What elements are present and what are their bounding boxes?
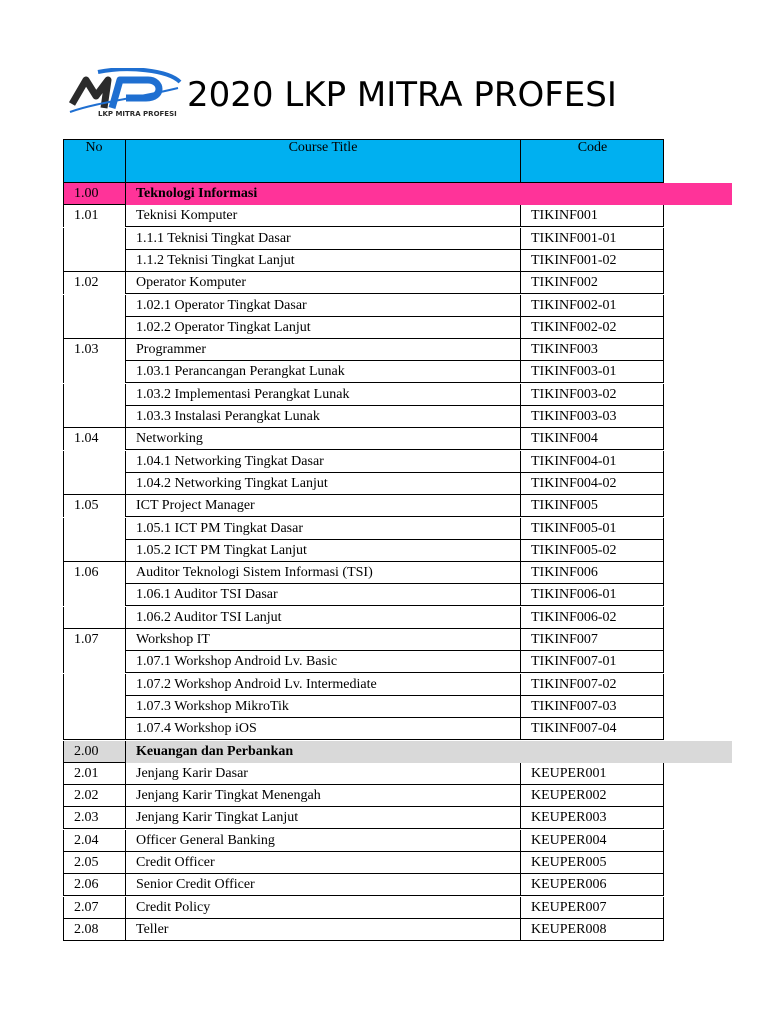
row-number — [63, 696, 126, 718]
course-title-cell: 1.05.1 ICT PM Tingkat Dasar — [126, 518, 521, 540]
course-code-cell: TIKINF002-02 — [521, 317, 664, 339]
row-number: 1.06 — [63, 562, 126, 584]
table-row — [63, 562, 664, 584]
table-row — [63, 651, 664, 673]
course-code-cell: TIKINF001-02 — [521, 250, 664, 272]
table-row — [63, 607, 664, 629]
course-code-cell: TIKINF006 — [521, 562, 664, 584]
table-row — [63, 584, 664, 606]
course-table — [63, 139, 664, 183]
table-row — [63, 629, 664, 651]
row-number — [63, 518, 126, 540]
course-title-cell: 1.03.3 Instalasi Perangkat Lunak — [126, 406, 521, 428]
course-code-cell: TIKINF002 — [521, 272, 664, 294]
course-code-cell: TIKINF003 — [521, 339, 664, 361]
course-code-cell: TIKINF004-02 — [521, 473, 664, 495]
row-number — [63, 317, 126, 339]
row-number — [63, 718, 126, 740]
table-row — [63, 317, 664, 339]
course-title-cell: Jenjang Karir Tingkat Lanjut — [126, 807, 521, 829]
course-code-cell: TIKINF002-01 — [521, 295, 664, 317]
table-row — [63, 785, 664, 807]
row-number — [63, 384, 126, 406]
table-row — [63, 473, 664, 495]
row-number: 2.06 — [63, 874, 126, 896]
row-number — [63, 584, 126, 606]
row-number: 1.01 — [63, 205, 126, 227]
table-row — [63, 205, 664, 227]
section-number: 2.00 — [63, 741, 126, 763]
section-row — [63, 741, 732, 763]
course-code-cell: TIKINF005 — [521, 495, 664, 517]
course-code-cell: TIKINF003-03 — [521, 406, 664, 428]
course-code-cell: TIKINF004 — [521, 428, 664, 450]
table-row — [63, 696, 664, 718]
row-number — [63, 540, 126, 562]
section-title: Teknologi Informasi — [136, 186, 258, 201]
table-row — [63, 807, 664, 829]
row-number — [63, 295, 126, 317]
row-number — [63, 651, 126, 673]
table-row — [63, 763, 664, 785]
course-code-cell: TIKINF001-01 — [521, 228, 664, 250]
course-title-cell: 1.1.2 Teknisi Tingkat Lanjut — [126, 250, 521, 272]
course-code-cell: TIKINF006-01 — [521, 584, 664, 606]
course-title-cell: 1.07.4 Workshop iOS — [126, 718, 521, 740]
row-number — [63, 451, 126, 473]
table-row — [63, 272, 664, 294]
course-code-cell: TIKINF007-04 — [521, 718, 664, 740]
course-code-cell: KEUPER006 — [521, 874, 664, 896]
table-row — [63, 295, 664, 317]
course-title-cell: ICT Project Manager — [126, 495, 521, 517]
row-number: 1.02 — [63, 272, 126, 294]
logo-caption: LKP MITRA PROFESI — [98, 110, 177, 118]
table-row — [63, 897, 664, 919]
company-logo — [68, 68, 186, 130]
course-title-cell: 1.04.1 Networking Tingkat Dasar — [126, 451, 521, 473]
course-title-cell: 1.03.2 Implementasi Perangkat Lunak — [126, 384, 521, 406]
course-code-cell: TIKINF004-01 — [521, 451, 664, 473]
course-title-cell: Programmer — [126, 339, 521, 361]
row-number: 1.05 — [63, 495, 126, 517]
document-title: 2020 LKP MITRA PROFESI — [187, 75, 617, 115]
course-title-cell: 1.07.3 Workshop MikroTik — [126, 696, 521, 718]
row-number: 2.07 — [63, 897, 126, 919]
table-header — [63, 139, 664, 183]
course-code-cell: KEUPER005 — [521, 852, 664, 874]
row-number: 2.01 — [63, 763, 126, 785]
row-number — [63, 250, 126, 272]
section-row — [63, 183, 732, 205]
logo-graphic — [68, 68, 186, 130]
row-number: 2.05 — [63, 852, 126, 874]
course-title-cell: 1.05.2 ICT PM Tingkat Lanjut — [126, 540, 521, 562]
course-code-cell: TIKINF005-01 — [521, 518, 664, 540]
course-title-cell: Auditor Teknologi Sistem Informasi (TSI) — [126, 562, 521, 584]
table-row — [63, 852, 664, 874]
course-code-cell: TIKINF001 — [521, 205, 664, 227]
column-header-course-title: Course Title — [126, 139, 521, 183]
table-row — [63, 228, 664, 250]
course-title-cell: Teknisi Komputer — [126, 205, 521, 227]
course-code-cell: TIKINF007-03 — [521, 696, 664, 718]
course-title-cell: 1.06.2 Auditor TSI Lanjut — [126, 607, 521, 629]
row-number — [63, 607, 126, 629]
course-title-cell: 1.02.2 Operator Tingkat Lanjut — [126, 317, 521, 339]
course-title-cell: 1.02.1 Operator Tingkat Dasar — [126, 295, 521, 317]
course-title-cell: 1.04.2 Networking Tingkat Lanjut — [126, 473, 521, 495]
course-title-cell: Operator Komputer — [126, 272, 521, 294]
column-header-no: No — [63, 139, 126, 183]
course-code-cell: KEUPER007 — [521, 897, 664, 919]
row-number: 2.03 — [63, 807, 126, 829]
row-number — [63, 406, 126, 428]
course-title-cell: 1.1.1 Teknisi Tingkat Dasar — [126, 228, 521, 250]
table-row — [63, 830, 664, 852]
row-number: 2.04 — [63, 830, 126, 852]
table-row — [63, 384, 664, 406]
course-code-cell: TIKINF005-02 — [521, 540, 664, 562]
table-row — [63, 495, 664, 517]
table-row — [63, 339, 664, 361]
course-title-cell: Jenjang Karir Dasar — [126, 763, 521, 785]
course-code-cell: KEUPER003 — [521, 807, 664, 829]
table-row — [63, 451, 664, 473]
table-row — [63, 919, 664, 941]
row-number: 1.07 — [63, 629, 126, 651]
section-number: 1.00 — [63, 183, 126, 205]
row-number — [63, 473, 126, 495]
table-row — [63, 250, 664, 272]
course-code-cell: KEUPER001 — [521, 763, 664, 785]
course-title-cell: 1.03.1 Perancangan Perangkat Lunak — [126, 361, 521, 383]
course-code-cell: KEUPER004 — [521, 830, 664, 852]
table-row — [63, 718, 664, 740]
row-number: 1.03 — [63, 339, 126, 361]
course-code-cell: TIKINF003-01 — [521, 361, 664, 383]
course-title-cell: Credit Policy — [126, 897, 521, 919]
table-row — [63, 406, 664, 428]
row-number: 2.02 — [63, 785, 126, 807]
course-code-cell: TIKINF006-02 — [521, 607, 664, 629]
course-code-cell: KEUPER008 — [521, 919, 664, 941]
course-title-cell: Senior Credit Officer — [126, 874, 521, 896]
course-code-cell: TIKINF003-02 — [521, 384, 664, 406]
table-row — [63, 874, 664, 896]
table-row — [63, 428, 664, 450]
row-number — [63, 361, 126, 383]
course-code-cell: TIKINF007-02 — [521, 674, 664, 696]
course-title-cell: Teller — [126, 919, 521, 941]
section-title: Keuangan dan Perbankan — [136, 744, 294, 759]
course-title-cell: 1.06.1 Auditor TSI Dasar — [126, 584, 521, 606]
course-title-cell: Jenjang Karir Tingkat Menengah — [126, 785, 521, 807]
course-code-cell: TIKINF007 — [521, 629, 664, 651]
table-row — [63, 518, 664, 540]
column-header-code: Code — [577, 140, 608, 155]
course-title-cell: Workshop IT — [126, 629, 521, 651]
table-row — [63, 540, 664, 562]
course-code-cell: KEUPER002 — [521, 785, 664, 807]
course-title-cell: Credit Officer — [126, 852, 521, 874]
row-number — [63, 228, 126, 250]
row-number: 2.08 — [63, 919, 126, 941]
row-number: 1.04 — [63, 428, 126, 450]
row-number — [63, 674, 126, 696]
course-title-cell: 1.07.1 Workshop Android Lv. Basic — [126, 651, 521, 673]
table-row — [63, 674, 664, 696]
table-row — [63, 361, 664, 383]
course-title-cell: 1.07.2 Workshop Android Lv. Intermediate — [126, 674, 521, 696]
course-title-cell: Networking — [126, 428, 521, 450]
course-title-cell: Officer General Banking — [126, 830, 521, 852]
course-code-cell: TIKINF007-01 — [521, 651, 664, 673]
